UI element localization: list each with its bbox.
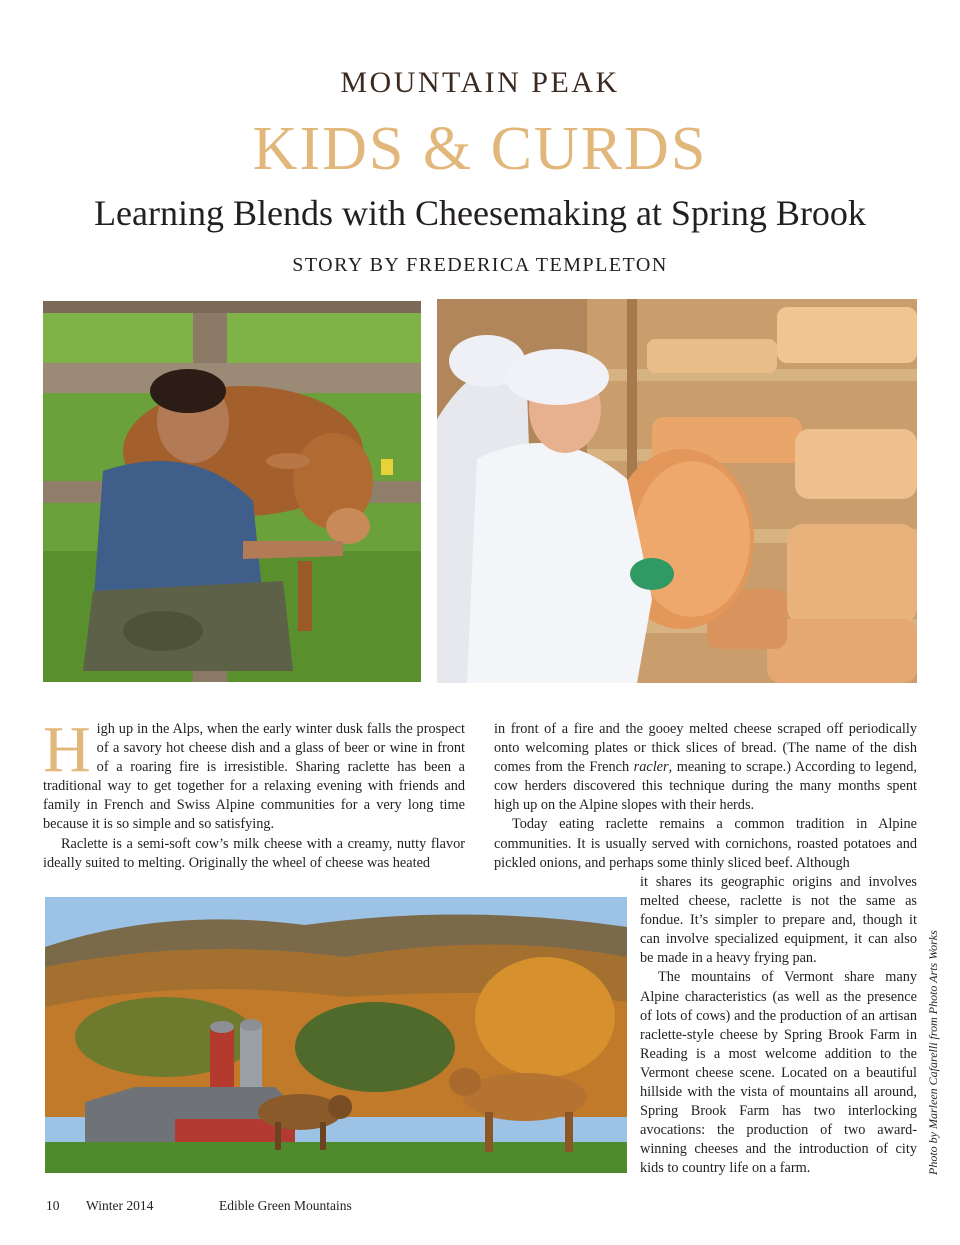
paragraph-text: Raclette is a semi-soft cow’s milk cheese with a creamy, nutty flavor ideally suited to melting. Originally the wheel of cheese was heated — [43, 835, 465, 871]
article-column-2 — [494, 720, 917, 873]
drop-cap: H — [43, 713, 91, 786]
paragraph-text: , meaning to scrape.) According to legend, cow herders discovered this technique during the many months spent high up on the Alpine slopes with their herds. — [494, 759, 917, 814]
article-title: KIDS & CURDS — [252, 115, 708, 183]
byline: STORY BY FREDERICA TEMPLETON — [292, 254, 668, 276]
girl-with-cheese-wheels-photo — [437, 299, 917, 683]
article-column-3 — [640, 873, 917, 1179]
autumn-farm-with-cows-photo — [45, 897, 627, 1173]
section-label: MOUNTAIN PEAK — [340, 66, 620, 99]
paragraph-text: in front of a fire and the gooey melted cheese scraped off periodically onto welcoming plates or thick slices of bread. (The name of the dish comes from the French — [494, 721, 917, 776]
article-subtitle: Learning Blends with Cheesemaking at Spring Brook — [94, 193, 866, 233]
issue-date: Winter 2014 — [86, 1198, 154, 1213]
paragraph-text: Today eating raclette remains a common tradition in Alpine communities. It is usually served with cornichons, roasted potatoes and pickled onions, and perhaps some thinly sliced beef. Although — [494, 816, 917, 871]
publication-name: Edible Green Mountains — [219, 1198, 352, 1213]
page-number: 10 — [46, 1198, 60, 1213]
paragraph-text: it shares its geographic origins and involves melted cheese, raclette is not the same as fondue. It’s simpler to prepare and, though it can involve specialized equipment, it can also be made in a heavy frying pan. — [640, 874, 917, 967]
italic-term: racler — [633, 759, 669, 776]
boy-with-calf-photo — [43, 301, 421, 682]
paragraph-text: igh up in the Alps, when the early winter dusk falls the prospect of a savory hot cheese dish and a glass of beer or wine in front of a roaring fire is irresistible. Sharing raclette has been a traditional way to get together for a relaxing evening with friends and family in French and Swiss Alpine communities for a very long time because it is so simple and so satisfying. — [43, 721, 465, 833]
paragraph-text: The mountains of Vermont share many Alpine characteristics (as well as the presence of lots of cows) and the production of an artisan raclette-style cheese by Spring Brook Farm in Reading is a most welcome addition to the Vermont cheese scene. Located on a beautiful hillside with the vista of mountains all around, Spring Brook Farm has two interlocking avocations: the production of two award-winning cheeses and the introduction of city kids to country life on a farm. — [640, 969, 917, 1177]
article-column-1 — [43, 713, 465, 873]
photo-credit: Photo by Marleen Cafarelli from Photo Arts Works — [926, 930, 940, 1175]
